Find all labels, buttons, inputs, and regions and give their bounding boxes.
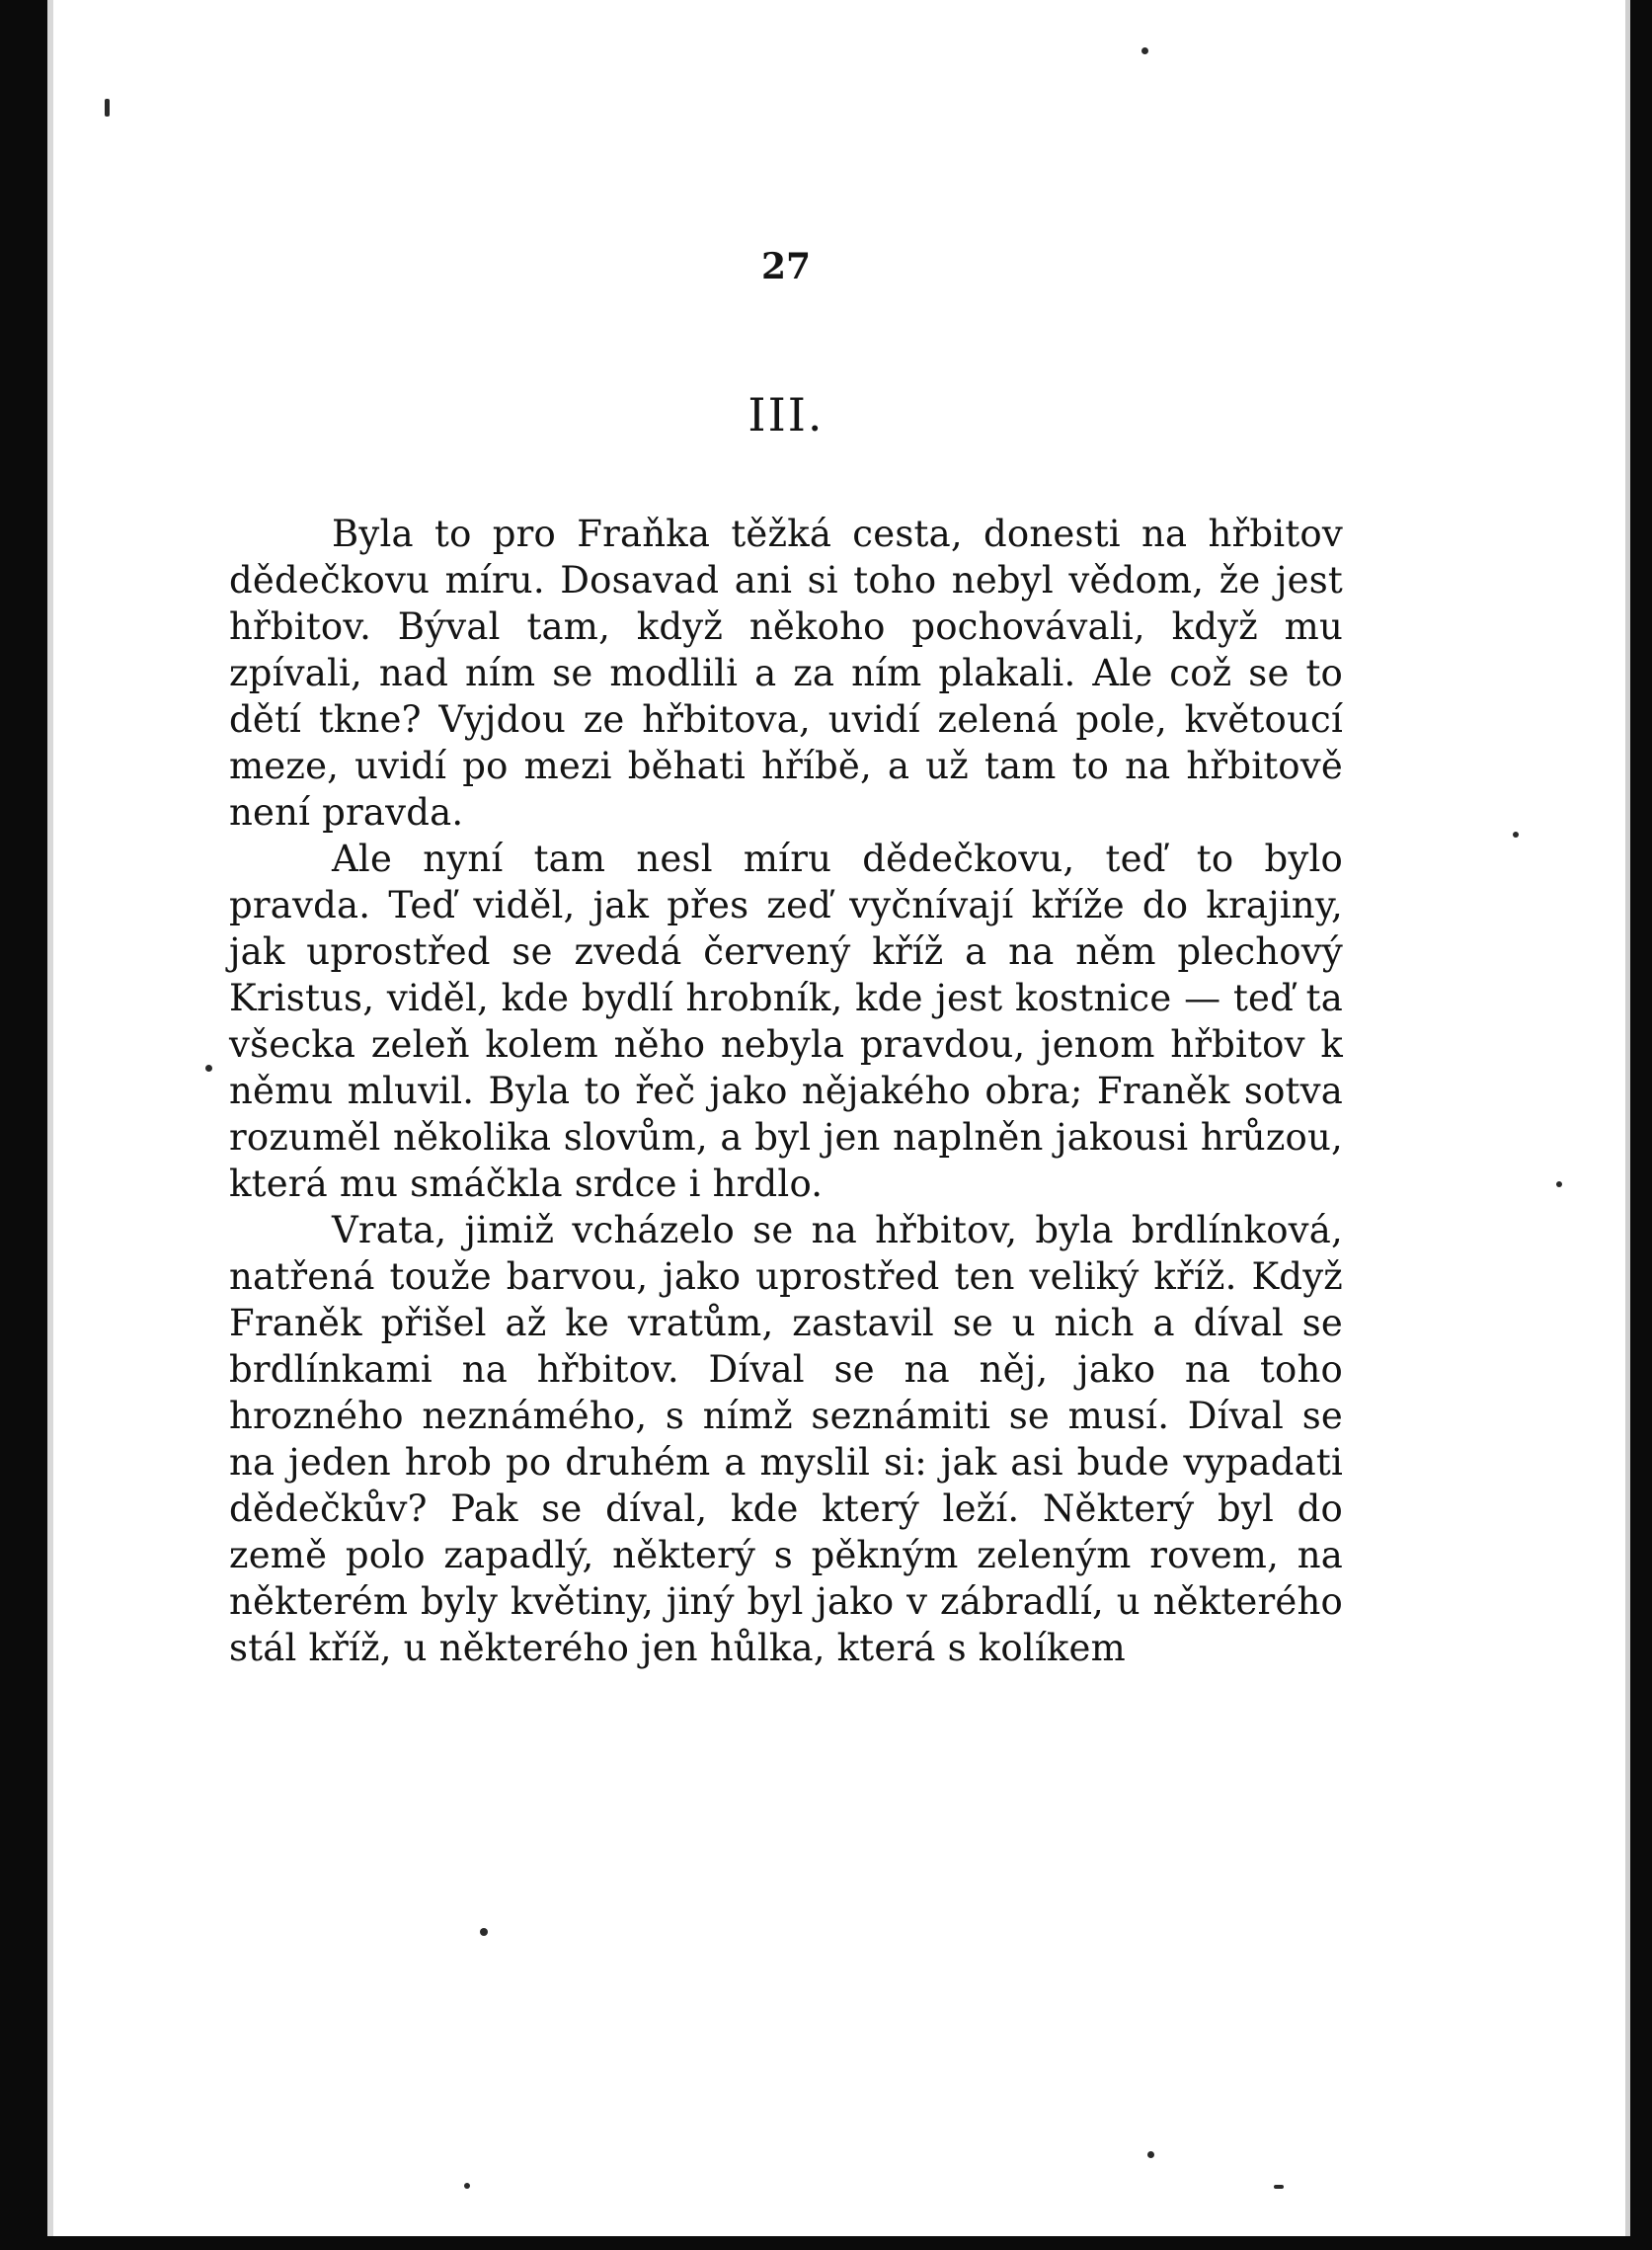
paragraph: Ale nyní tam nesl míru dědečkovu, teď to bylo pravda. Teď viděl, jak přes zeď vyčnívají kříže do krajiny, jak uprostřed se zvedá červený kříž a na něm plechový Kristus, viděl, kde bydlí hrobník, kde jest kostnice — teď ta všecka zeleň kolem něho nebyla pravdou, jenom hřbitov k němu mluvil. Byla to řeč jako nějakého obra; Franěk sotva rozuměl několika slovům, a byl jen naplněn jakousi hrůzou, která mu smáčkla srdce i hrdlo. xyxy=(229,838,1343,1205)
print-speck xyxy=(1141,47,1148,54)
print-speck xyxy=(1274,2185,1284,2189)
scan-border-bottom xyxy=(0,2236,1652,2250)
book-page xyxy=(229,247,1343,1671)
page-number: 27 xyxy=(760,246,812,287)
scan-border-left xyxy=(0,0,47,2250)
print-speck xyxy=(205,1065,212,1072)
print-speck xyxy=(1556,1181,1562,1187)
scan-border-right-edge xyxy=(1625,0,1630,2250)
print-speck xyxy=(480,1928,488,1936)
print-speck xyxy=(464,2183,470,2189)
print-speck xyxy=(1147,2151,1154,2158)
chapter-heading: III. xyxy=(747,388,825,442)
print-speck xyxy=(1513,832,1519,838)
print-speck xyxy=(105,99,110,117)
paragraph: Vrata, jimiž vcházelo se na hřbitov, byla brdlínková, natřená touže barvou, jako uprostřed ten veliký kříž. Když Franěk přišel až ke vratům, zastavil se u nich a díval se brdlínkami na hřbitov. Díval se na něj, jako na toho hrozného neznámého, s nímž seznámiti se musí. Díval se na jeden hrob po druhém a myslil si: jak asi bude vypadati dědečkův? Pak se díval, kde který leží. Některý byl do země polo zapadlý, některý s pěkným zeleným rovem, na některém byly květiny, jiný byl jako v zábradlí, u některého stál kříž, u některého jen hůlka, která s kolíkem xyxy=(229,1209,1343,1669)
scan-border-right xyxy=(1630,0,1652,2250)
scan-border-left-edge xyxy=(47,0,53,2250)
paragraph: Byla to pro Fraňka těžká cesta, donesti na hřbitov dědečkovu míru. Dosavad ani si toho nebyl vědom, že jest hřbitov. Býval tam, když někoho pochovávali, když mu zpívali, nad ním se modlili a za ním plakali. Ale což se to dětí tkne? Vyjdou ze hřbitova, uvidí zelená pole, květoucí meze, uvidí po mezi běhati hříbě, a už tam to na hřbitově není pravda. xyxy=(229,513,1343,834)
